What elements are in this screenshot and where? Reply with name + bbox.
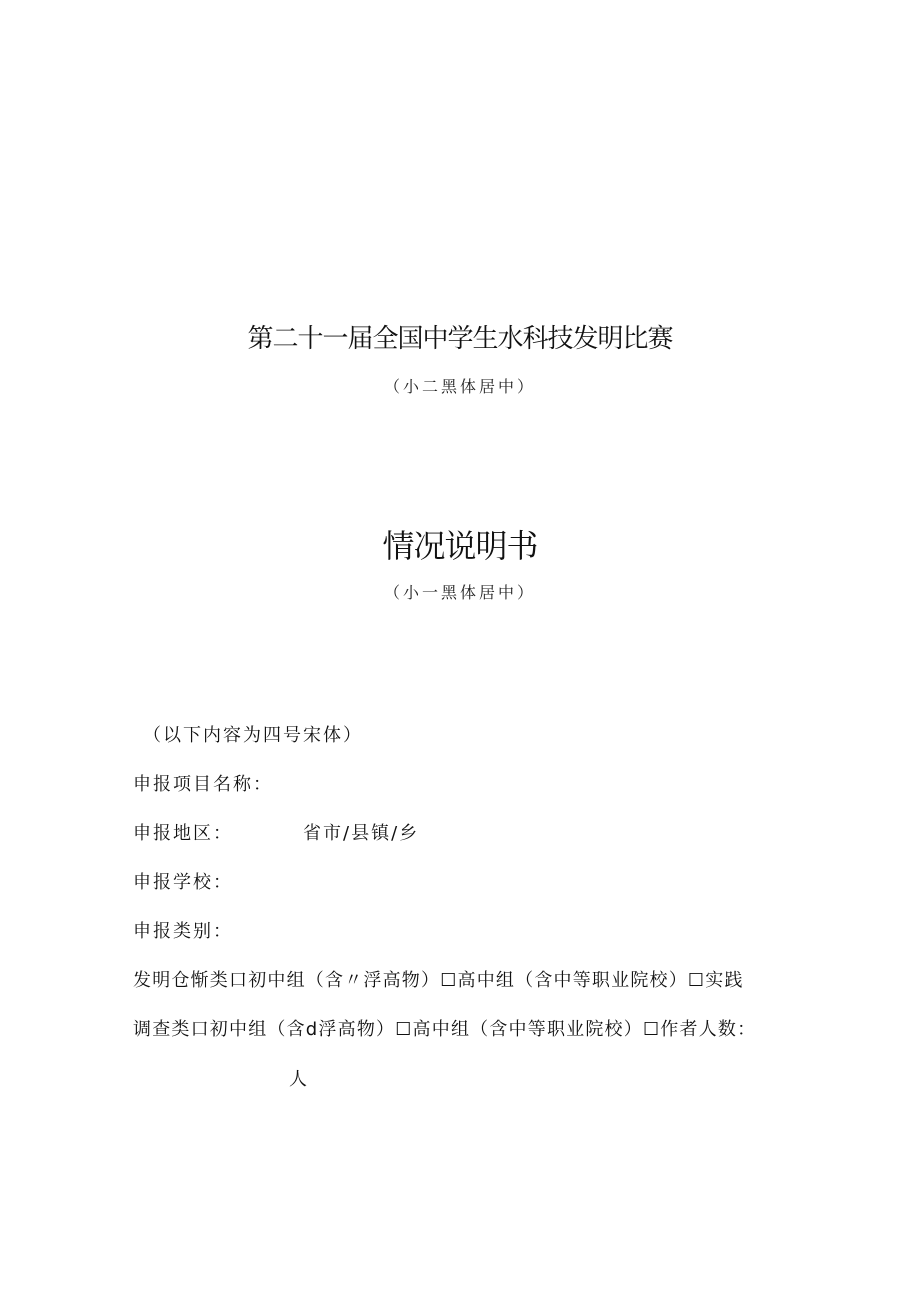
document-title-format-note: （小一黑体居中） bbox=[383, 583, 536, 602]
region-row bbox=[133, 819, 419, 845]
author-count-unit: 人 bbox=[289, 1069, 309, 1090]
region-units: 省市/县镇/乡 bbox=[303, 823, 420, 844]
region-label: 申报地区： bbox=[133, 823, 233, 844]
project-name-label: 申报项目名称： bbox=[133, 774, 273, 795]
invention-category-options: 发明仓惭类口初中组（含〃浮高物）☐高中组（含中等职业院校）☐实践 bbox=[133, 970, 744, 991]
school-label: 申报学校： bbox=[133, 872, 233, 893]
document-title: 情况说明书 bbox=[382, 527, 538, 565]
survey-category-options: 调查类口初中组（含d浮高物）☐高中组（含中等职业院校）☐作者人数： bbox=[133, 1019, 757, 1040]
body-font-note: （以下内容为四号宋体） bbox=[143, 725, 363, 746]
competition-title-format-note: （小二黑体居中） bbox=[383, 377, 536, 396]
competition-title: 第二十一届全国中学生水科技发明比赛 bbox=[247, 324, 673, 354]
category-label: 申报类别： bbox=[133, 921, 233, 942]
